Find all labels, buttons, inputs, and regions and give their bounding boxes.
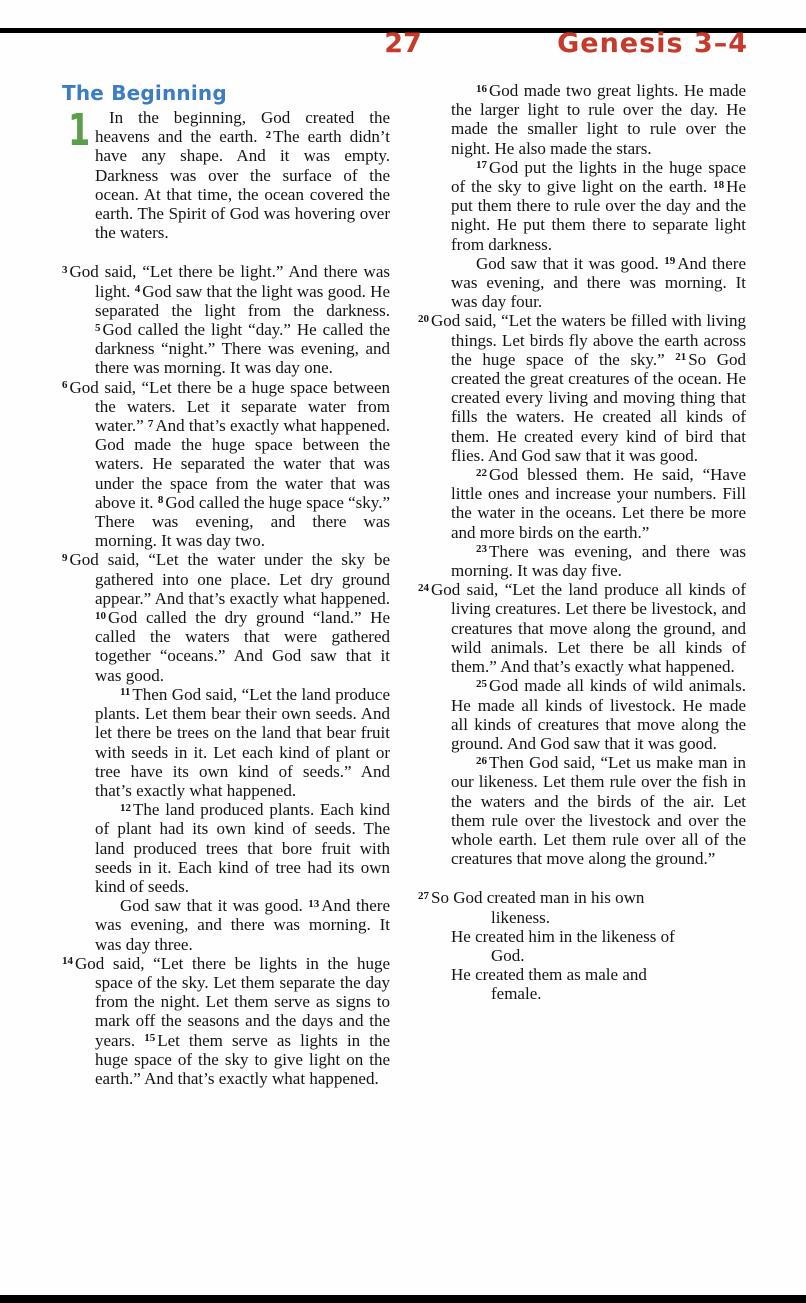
verse-number: 3 [62, 263, 68, 276]
verse-number: 13 [308, 897, 320, 910]
verse-block [418, 580, 746, 869]
poetry-line: God. [491, 945, 525, 965]
verse-paragraph: $^{23}$ There was evening, and there was morning. It was day five. [451, 541, 746, 581]
poetry-line: He created them as male and [451, 965, 647, 985]
verse-paragraph: $^{11}$ Then God said, “Let the land produce plants. Let them bear their own seeds. And let there be trees on the land that bear fruit with seeds in it. Let each kind of plant or tree have its own kind of seeds.” And that’s exactly what happened. [95, 684, 390, 800]
text-columns [0, 81, 806, 1088]
verse-number: 7 [147, 417, 154, 430]
verse-paragraph: God saw that it was good. $^{13}$ And there was evening, and there was morning. It was day three. [95, 896, 390, 954]
page-header [0, 28, 806, 62]
verse-number: 17 [476, 159, 487, 172]
verse-paragraph: $^{26}$ Then God said, “Let us make man in our likeness. Let them rule over the fish in the waters and the birds of the air. Let them rule over the livestock and over the whole earth. Let them rule over all of the creatures that move along the ground.” [451, 753, 746, 869]
verse-number: 2 [265, 128, 272, 141]
verse-number: 4 [134, 283, 141, 296]
verse-number: 19 [664, 255, 676, 268]
verse-number: 5 [95, 321, 101, 334]
poetry-line: likeness. [491, 907, 551, 927]
verse-paragraph: $^{16}$ God made two great lights. He made the larger light to rule over the day. He made the smaller light to rule over the night. He also made the stars. [451, 81, 746, 158]
verse-paragraph: $^9$ God said, “Let the water under the sky be gathered into one place. Let dry ground appear.” And that’s exactly what happened. $^{10}$ God called the dry ground “land.” He called the waters that were gathered together “oceans.” And God saw that it was good. [62, 550, 390, 685]
poetry-line: He created him in the likeness of [451, 926, 675, 946]
paragraph-spacer [62, 242, 390, 262]
verse-paragraph: $^{25}$ God made all kinds of wild animals. He made all kinds of livestock. He made all kinds of creatures that move along the ground. And God saw that it was good. [451, 676, 746, 753]
poetry-block [418, 888, 746, 1004]
verse-number: 26 [476, 754, 487, 767]
verse-paragraph: God saw that it was good. $^{19}$ And there was evening, and there was morning. It was day four. [451, 253, 746, 312]
right-column [418, 81, 746, 1088]
verse-block [62, 262, 391, 378]
verse-number: 8 [157, 494, 164, 507]
page-edge-bottom [0, 1295, 806, 1303]
chapter-number: 1 [68, 105, 91, 156]
verse-number: 15 [144, 1032, 156, 1045]
verse-number: 24 [418, 581, 429, 594]
verse-number: 9 [62, 551, 68, 564]
verse-number: 6 [62, 379, 68, 392]
verse-number: 14 [62, 955, 73, 968]
verse-paragraph: $^{20}$ God said, “Let the waters be filled with living things. Let birds fly above the earth across the huge space of the sky.” $^{21}$ So God created the great creatures of the ocean. He created every living and moving thing that fills the waters. He created all kinds of them. He created every kind of bird that flies. And God saw that it was good. [418, 311, 746, 465]
verse-number: 23 [476, 543, 487, 556]
verse-number: 10 [95, 609, 106, 622]
book-chapter-reference: Genesis 3–4 [557, 28, 748, 59]
verse-paragraph: $^{24}$ God said, “Let the land produce all kinds of living creatures. Let there be livestock, and creatures that move along the ground, and wild animals. Let there be all kinds of them.” And that’s exactly what happened. [418, 580, 746, 677]
verse-paragraph: $^{17}$ God put the lights in the huge space of the sky to give light on the earth. $^{18}$ He put them there to rule over the day and the night. He put them there to separate light from darkness. [451, 157, 746, 254]
verse-paragraph: $^{22}$ God blessed them. He said, “Have little ones and increase your numbers. Fill the water in the oceans. Let there be more and more birds on the earth.” [451, 465, 746, 542]
verse-paragraph: $^{14}$ God said, “Let there be lights in the huge space of the sky. Let them separate the day from the night. Let them serve as signs to mark off the seasons and the days and the years. $^{15}$ Let them serve as lights in the huge space of the sky to give light on the earth.” And that’s exactly what happened. [62, 953, 390, 1088]
verse-block [62, 550, 390, 954]
verse-number: 25 [476, 677, 487, 690]
section-heading: The Beginning [62, 81, 227, 105]
verse-number: 27 [418, 889, 429, 902]
verse-block [62, 953, 390, 1088]
verse-number: 16 [476, 82, 487, 95]
verse-number: 12 [120, 801, 131, 814]
verse-number: 20 [418, 312, 429, 325]
verse-block [418, 311, 746, 581]
verse-number: 22 [476, 466, 487, 479]
verse-number: 21 [675, 351, 687, 364]
poetry-line: female. [491, 984, 542, 1004]
verse-paragraph: $^6$ God said, “Let there be a huge space between the waters. Let it separate water from water.” $^7$ And that’s exactly what happened. God made the huge space between the waters. He separated the water that was under the space from the water that was above it. $^8$ God called the huge space “sky.” There was evening, and there was morning. It was day two. [62, 377, 391, 551]
verse-block [62, 377, 391, 551]
paragraph-spacer [418, 868, 746, 888]
chapter-opening-paragraph: 1 In the beginning, God created the heavens and the earth. $^2$ The earth didn’t have any shape. And it was empty. Darkness was over the surface of the ocean. At that time, the ocean covered the earth. The Spirit of God was hovering over the waters. [95, 108, 390, 242]
bible-page [0, 28, 806, 1303]
verse-block [451, 81, 746, 311]
verse-paragraph: $^3$ God said, “Let there be light.” And there was light. $^4$ God saw that the light was good. He separated the light from the darkness. $^5$ God called the light “day.” He called the darkness “night.” There was evening, and there was morning. It was day one. [62, 262, 391, 378]
page-number: 27 [384, 28, 422, 59]
left-column [62, 81, 390, 1088]
verse-number: 11 [120, 686, 131, 699]
verse-number: 18 [713, 178, 725, 191]
verse-paragraph: $^{12}$ The land produced plants. Each kind of plant had its own kind of seeds. The land produced trees that bore fruit with seeds in it. Each kind of tree had its own kind of seeds. [95, 800, 390, 896]
poetry-line: $^{27}$ So God created man in his own [418, 888, 645, 908]
